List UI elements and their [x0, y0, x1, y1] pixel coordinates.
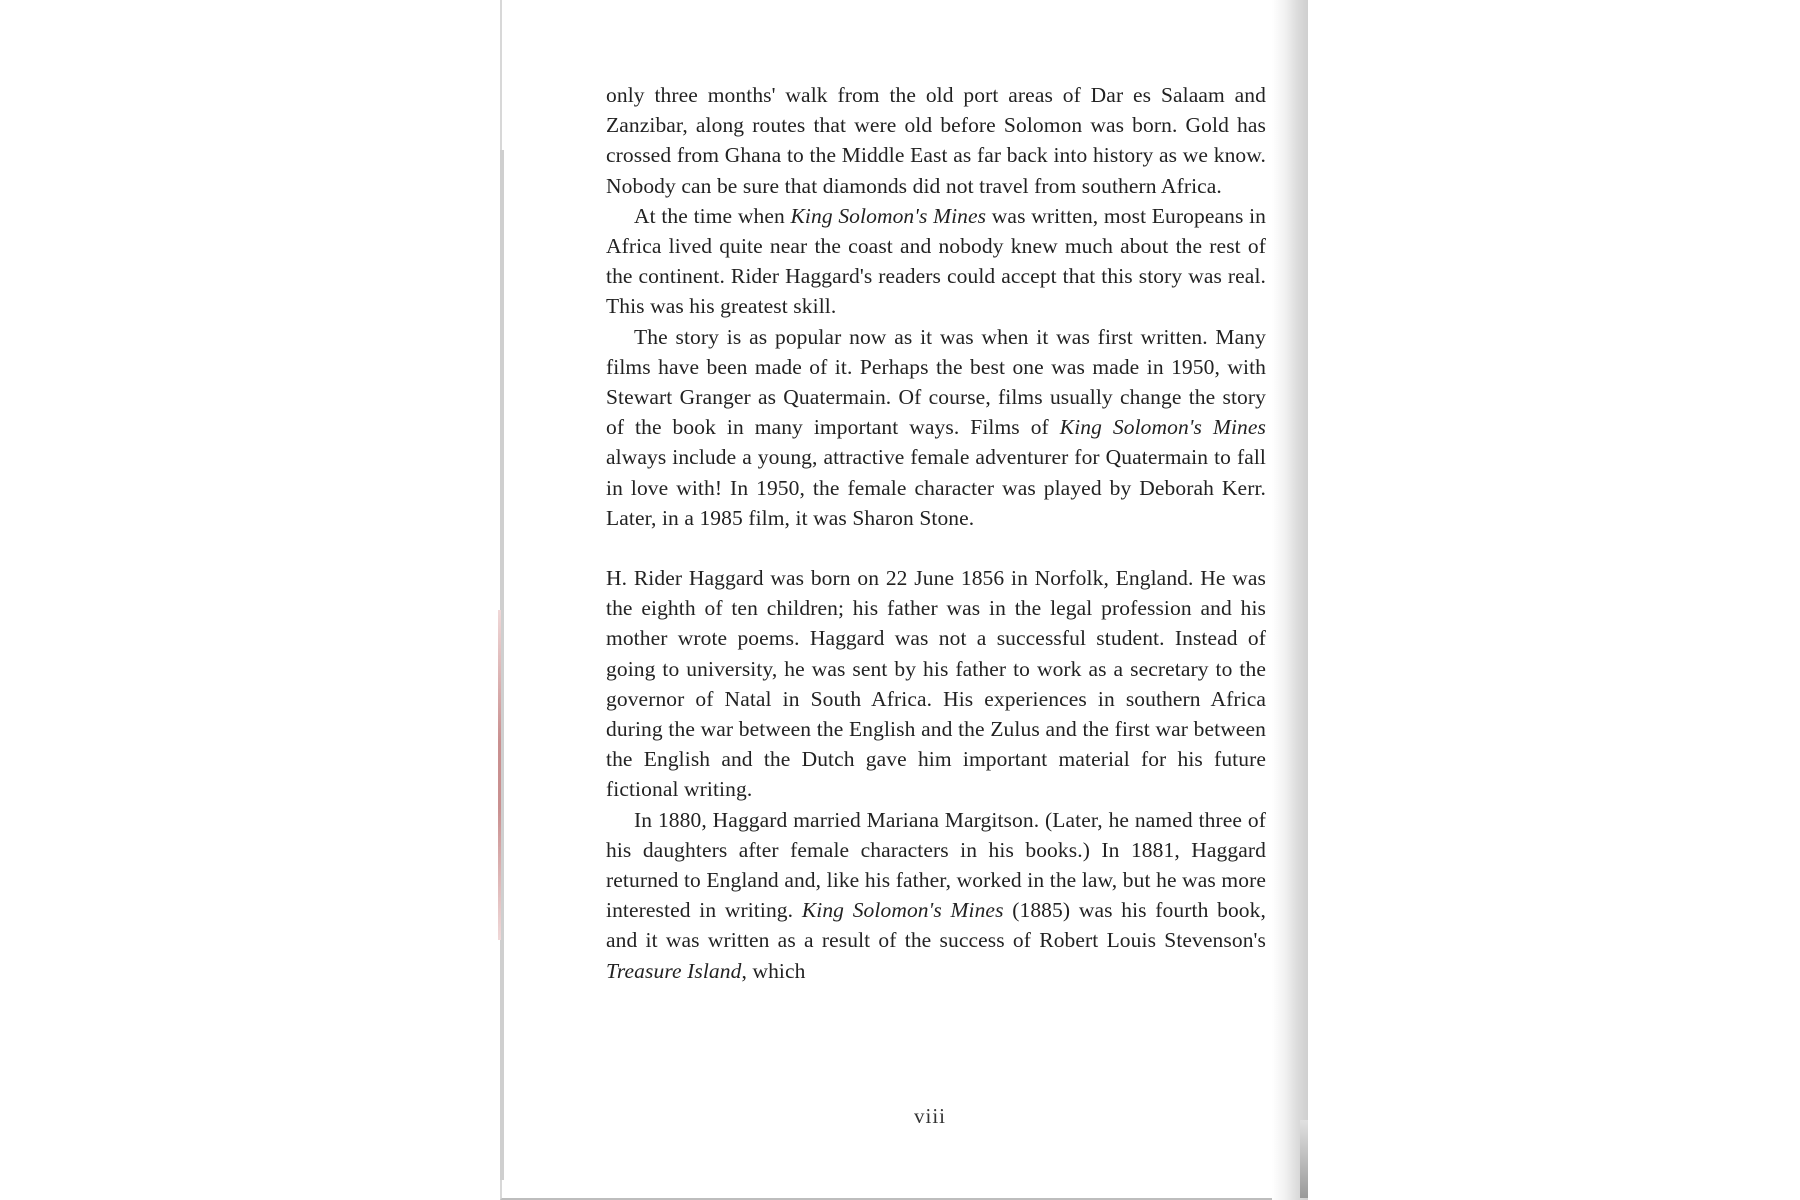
paragraph-text: always include a young, attractive female adventurer for Quatermain to fall in love with! In 1950, the female character was played by Deborah Kerr. Later, in a 1985 film, it was Sharon Stone. — [606, 445, 1266, 530]
paragraph-text: The story is as popular now as it was when it was first written. Many films have been made of it. Perhaps the best one was made in 1950, with Stewart Granger as Quatermain. Of course, films usually change the story of the book in many important ways. Films of — [606, 324, 1266, 440]
paragraph — [606, 805, 1266, 986]
paragraph-text: only three months' walk from the old port areas of Dar es Salaam and Zanzibar, along routes that were old before Solomon was born. Gold has crossed from Ghana to the Middle East as far back into history as we know. Nobody can be sure that diamonds did not travel from southern Africa. — [606, 83, 1266, 198]
paragraph-text: (1885) was his fourth book, and it was written as a result of the success of Robert Louis Stevenson's — [606, 898, 1266, 953]
paragraph-text: At the time when — [634, 203, 791, 228]
binding-edge-mark — [498, 610, 501, 940]
book-title-italic: King Solomon's Mines — [801, 898, 1004, 923]
page-number: viii — [913, 1104, 946, 1128]
book-title-italic: King Solomon's Mines — [790, 203, 987, 228]
book-title-italic: Treasure Island — [606, 958, 742, 983]
paragraph-text: was written, most Europeans in Africa lived quite near the coast and nobody knew much about the rest of the continent. Rider Haggard's readers could accept that this story was real. This was his greatest skill. — [606, 203, 1267, 319]
paragraph-text: , which — [741, 958, 806, 983]
book-title-italic: King Solomon's Mines — [1059, 415, 1266, 440]
page-corner-shadow — [1300, 1120, 1308, 1198]
page-edge-shadow — [1272, 0, 1308, 1200]
body-text — [606, 80, 1266, 986]
paragraph — [606, 201, 1266, 322]
paragraph-text: H. Rider Haggard was born on 22 June 1856 in Norfolk, England. He was the eighth of ten children; his father was in the legal profession and his mother wrote poems. Haggard was not a successful student. Instead of going to university, he was sent by his father to work as a secretary to the governor of Natal in South Africa. His experiences in southern Africa during the war between the English and the Zulus and the first war between the English and the Dutch gave him important material for his future fictional writing. — [606, 566, 1266, 802]
paragraph — [606, 563, 1266, 805]
paragraph — [606, 322, 1266, 533]
paragraph-text: In 1880, Haggard married Mariana Margitson. (Later, he named three of his daughters after female characters in his books.) In 1881, Haggard returned to England and, like his father, worked in the law, but he was more interested in writing. — [606, 807, 1266, 923]
paragraph — [606, 80, 1266, 201]
